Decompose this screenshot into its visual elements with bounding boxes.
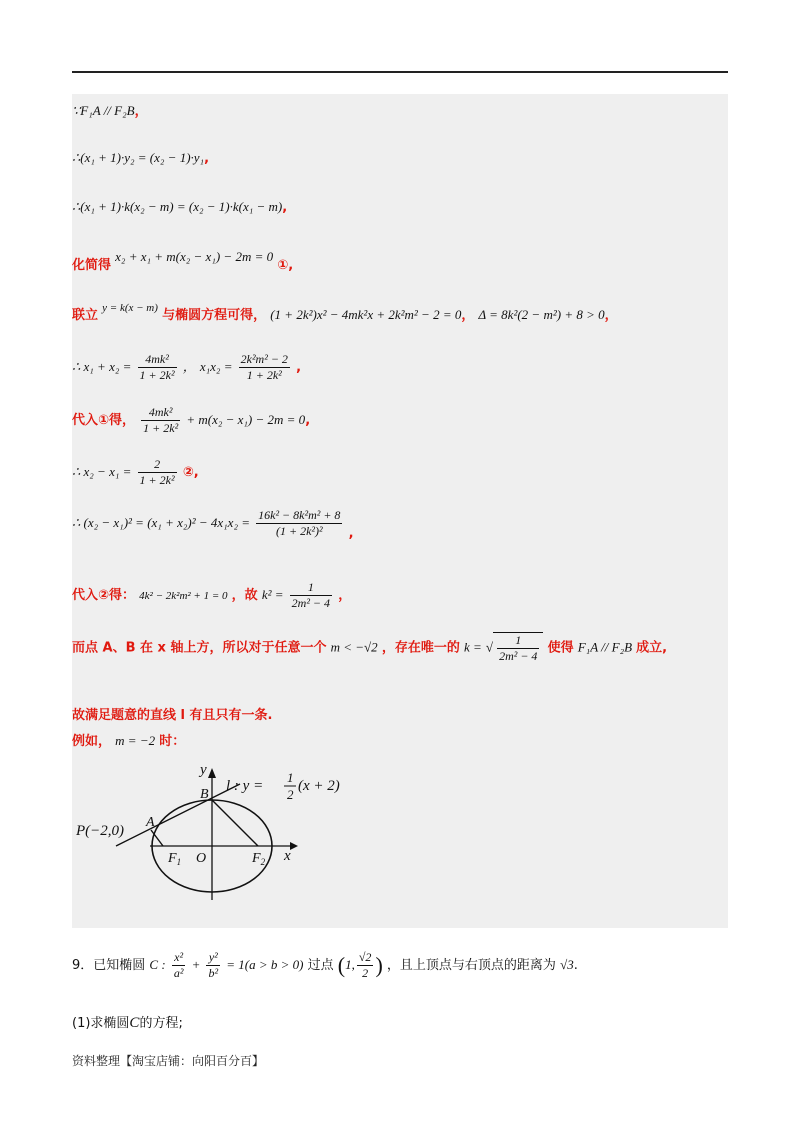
simplify-label: 化简得 bbox=[72, 258, 112, 273]
question-number: 9．已知椭圆 bbox=[72, 958, 146, 973]
final-statement: 故满足题意的直线 l 有且只有一条. bbox=[72, 708, 273, 723]
point-x: 1, bbox=[345, 957, 355, 972]
quadratic-equation: (1 + 2k²)x² − 4mk²x + 2k²m² − 2 = 0 bbox=[270, 307, 462, 322]
ellipse-c: C bbox=[129, 1015, 140, 1031]
simplify-equation: x₂ + x₁ + m(x₂ − x₁) − 2m = 0 bbox=[115, 249, 274, 264]
substitute-1-label: 代入①得， bbox=[72, 413, 136, 428]
line-equation: y = k(x − m) bbox=[102, 302, 158, 314]
P-label: P(−2,0) bbox=[76, 823, 125, 839]
ellipse-condition: = 1(a > b > 0) bbox=[226, 957, 304, 972]
square-lhs: ∴ (x₂ − x₁)² = (x₁ + x₂)² − 4x₁x₂ = bbox=[72, 515, 250, 530]
combine-line: 联立 $^{y = k(x - m)}$ 与椭圆方程可得， (1 + 2k²)x² − 4mk²x + 2k²m² − 2 = 0， Δ = 8k²(2 − m²) + 8 > 0， bbox=[72, 302, 618, 323]
distance-value: √3 bbox=[560, 957, 574, 972]
y-label: y bbox=[200, 762, 207, 778]
question-9: 9．已知椭圆 C : $\frac{\text{x²}}{\text{a²}}$ + $\frac{\text{y²}}{\text{b²}}$ = 1(a > b > 0) 过点 (1, $\frac{√2}{2}$ ) ，且上顶点与右顶点的距离为 √3. bbox=[72, 950, 578, 980]
vieta-line: ∴ x₁ + x₂ = $\frac{\text{4mk²}}{\text{1 + 2k²}}$ ， x₁x₂ = $\frac{\text{2k²m² − 2}}{\text{1 + 2k²}}$ , bbox=[72, 352, 302, 382]
substitute-2-equation: 4k² − 2k²m² + 1 = 0 bbox=[139, 590, 228, 602]
vector-parallel: F₁A // F₂B bbox=[577, 639, 633, 655]
substitution-line: ∴(x₁ + 1)·k(x₂ − m) = (x₂ − 1)·k(x₁ − m), bbox=[72, 199, 288, 215]
line-l bbox=[116, 784, 240, 846]
k-squared-fraction: $\frac{1}{\text{2m² − 4}}$ bbox=[291, 580, 331, 610]
substitute-1-rest: + m(x₂ − x₁) − 2m = 0 bbox=[186, 412, 306, 427]
m-condition: m < −√2 bbox=[330, 639, 378, 655]
product-lhs: x₁x₂ = bbox=[199, 359, 233, 374]
line-fraction-num: 1 bbox=[287, 770, 294, 785]
footer-source: 资料整理【淘宝店铺：向阳百分百】 bbox=[72, 1054, 265, 1068]
parallel-statement: ∵F₁A // F₂B bbox=[72, 103, 135, 118]
conclusion-part-d: 成立, bbox=[636, 640, 668, 656]
sub-question-1-text: (1)求椭圆 bbox=[72, 1016, 130, 1031]
k-lhs: k = bbox=[463, 639, 482, 655]
conclusion-part-b: ，存在唯一的 bbox=[381, 640, 460, 656]
product-fraction: $\frac{\text{2k²m² − 2}}{\text{1 + 2k²}}$ bbox=[240, 352, 288, 382]
example-end: 时： bbox=[159, 734, 186, 749]
line-rest: (x + 2) bbox=[298, 778, 340, 794]
comma: ， bbox=[134, 104, 148, 119]
y-fraction: $\frac{\text{y²}}{\text{b²}}$ bbox=[208, 950, 219, 980]
combine-mid: 与椭圆方程可得， bbox=[162, 308, 267, 323]
distance-text: ，且上顶点与右顶点的距离为 bbox=[386, 958, 556, 973]
hence-label: ，故 bbox=[231, 588, 258, 603]
conclusion-part-c: 使得 bbox=[547, 640, 574, 656]
conclusion-part-a: 而点 A、B 在 x 轴上方，所以对于任意一个 bbox=[72, 640, 327, 656]
x-label: x bbox=[284, 848, 291, 864]
substitution-equation: ∴(x₁ + 1)·k(x₂ − m) = (x₂ − 1)·k(x₁ − m) bbox=[72, 199, 283, 214]
F1-label: $F_1$ bbox=[168, 851, 182, 867]
B-label: B bbox=[200, 787, 209, 802]
difference-lhs: ∴ x₂ − x₁ = bbox=[72, 464, 132, 479]
substitute-2-label: 代入②得： bbox=[72, 588, 136, 603]
O-label: O bbox=[196, 851, 207, 866]
line-fraction-den: 2 bbox=[287, 787, 294, 802]
sum-lhs: ∴ x₁ + x₂ = bbox=[72, 359, 132, 374]
ellipse-name: C : bbox=[149, 957, 166, 972]
k-squared-lhs: k² = bbox=[261, 587, 284, 602]
A-label: A bbox=[146, 815, 155, 830]
point-y-fraction: $\frac{√2}{2}$ bbox=[358, 950, 372, 980]
line-l-label: l : y = bbox=[226, 778, 264, 794]
square-fraction: $\frac{\text{16k² − 8k²m² + 8}}{\text{(1 + 2k²)²}}$ bbox=[258, 508, 341, 538]
marker-2: ②, bbox=[182, 465, 199, 480]
pass-label: 过点 bbox=[307, 958, 334, 973]
sum-fraction: $\frac{\text{4mk²}}{\text{1 + 2k²}}$ bbox=[139, 352, 175, 382]
segment-F2B bbox=[212, 800, 258, 846]
x-fraction: $\frac{\text{x²}}{\text{a²}}$ bbox=[173, 950, 184, 980]
substitute-2-line: 代入②得： 4k² − 2k²m² + 1 = 0 ，故 k² = $\frac{1}{\text{2m² − 4}}$ ， bbox=[72, 580, 352, 610]
substitute-1-fraction: $\frac{\text{4mk²}}{\text{1 + 2k²}}$ bbox=[143, 405, 179, 435]
x-axis-arrow bbox=[290, 842, 298, 850]
y-axis-arrow bbox=[208, 768, 216, 778]
square-line: ∴ (x₂ − x₁)² = (x₁ + x₂)² − 4x₁x₂ = $\frac{\text{16k² − 8k²m² + 8}}{\text{(1 + 2k²)²}}$ , bbox=[72, 508, 354, 541]
combine-label: 联立 bbox=[72, 308, 99, 323]
sub-question-1-end: 的方程; bbox=[139, 1016, 183, 1031]
example-label: 例如， bbox=[72, 734, 112, 749]
F2-label: $F_2$ bbox=[252, 851, 266, 867]
difference-fraction: $\frac{2}{\text{1 + 2k²}}$ bbox=[139, 457, 175, 487]
k-sqrt: √ $\frac{1}{\text{2m² − 4}}$ bbox=[486, 632, 544, 664]
example-m: m = −2 bbox=[115, 733, 156, 748]
discriminant: Δ = 8k²(2 − m²) + 8 > 0 bbox=[478, 307, 605, 322]
marker-1: ①, bbox=[277, 258, 294, 273]
slope-relation-line: ∴(x₁ + 1)·y₂ = (x₂ − 1)·y₁, bbox=[72, 150, 210, 166]
substitute-1-line: 代入①得， $\frac{\text{4mk²}}{\text{1 + 2k²}}$ + m(x₂ − x₁) − 2m = 0, bbox=[72, 405, 311, 435]
relation-equation: ∴(x₁ + 1)·y₂ = (x₂ − 1)·y₁ bbox=[72, 150, 205, 165]
sub-question-1 bbox=[72, 1012, 183, 1032]
